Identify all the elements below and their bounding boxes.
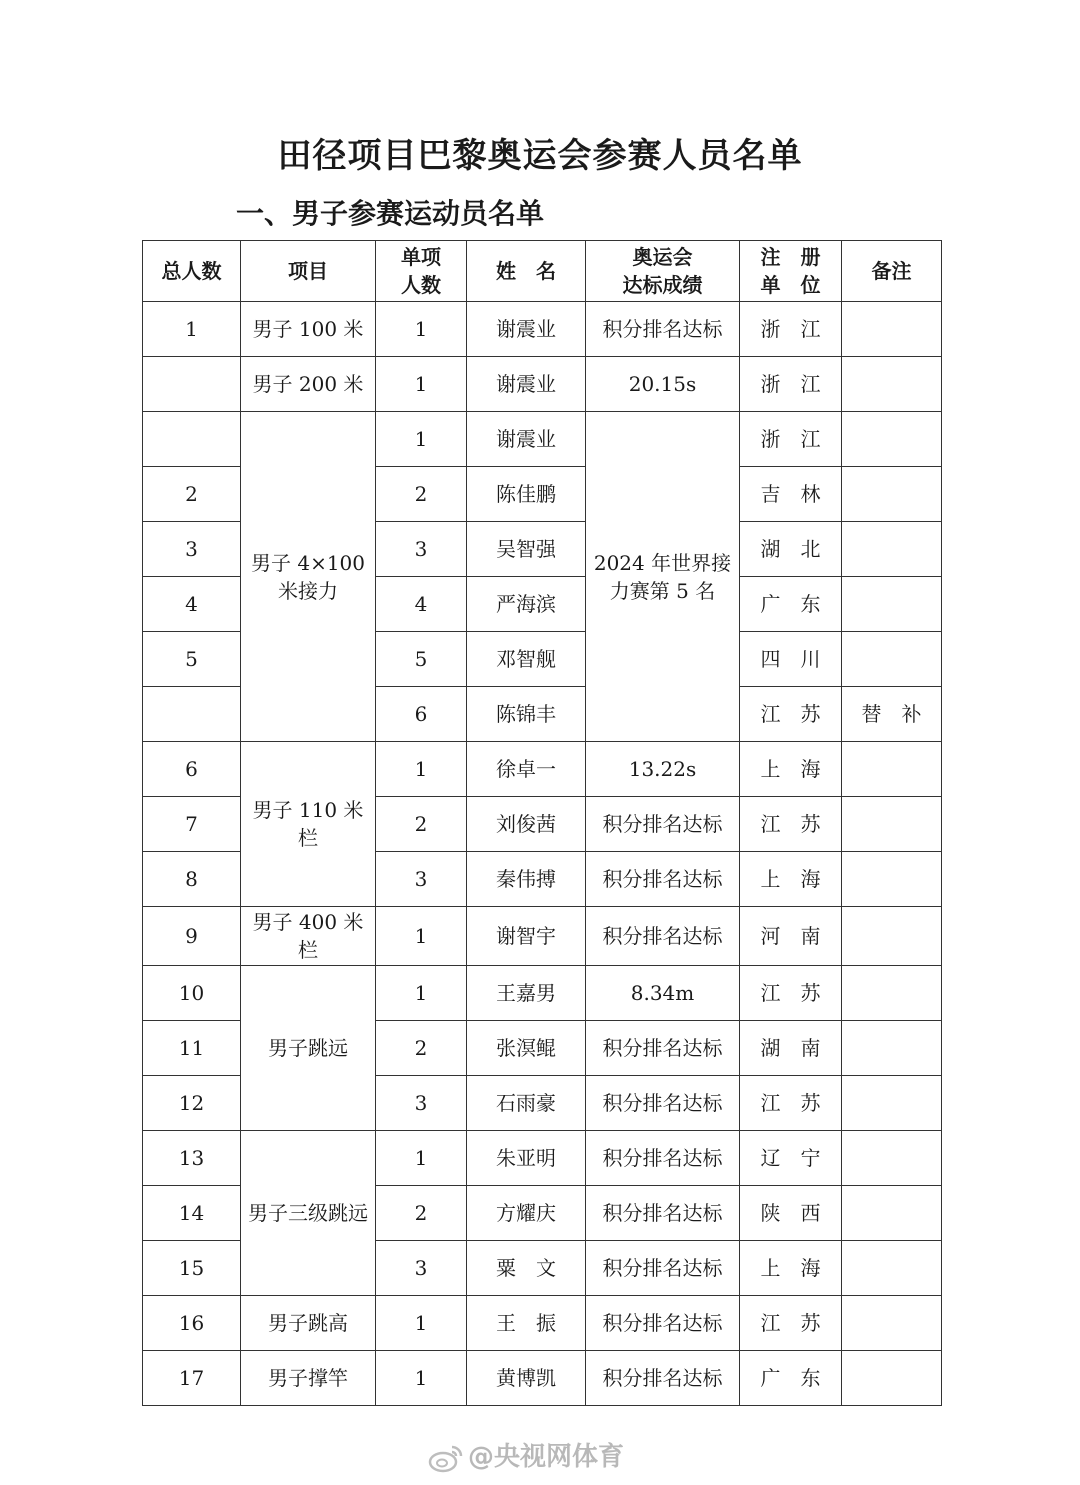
- cell-count: 3: [376, 852, 467, 907]
- cell-unit: 广 东: [740, 577, 842, 632]
- cell-name: 陈佳鹏: [467, 467, 586, 522]
- table-row: [143, 302, 942, 357]
- cell-unit: 河 南: [740, 907, 842, 966]
- cell-total: 3: [143, 522, 241, 577]
- cell-name: 方耀庆: [467, 1186, 586, 1241]
- cell-total: 11: [143, 1021, 241, 1076]
- cell-count: 1: [376, 357, 467, 412]
- cell-unit: 浙 江: [740, 357, 842, 412]
- cell-qualification: 积分排名达标: [586, 1351, 740, 1406]
- cell-unit: 陕 西: [740, 1186, 842, 1241]
- cell-qualification: 积分排名达标: [586, 852, 740, 907]
- cell-count: 3: [376, 522, 467, 577]
- table-row: [143, 412, 942, 467]
- cell-note: [842, 522, 942, 577]
- cell-note: [842, 577, 942, 632]
- cell-count: 1: [376, 302, 467, 357]
- cell-total: 14: [143, 1186, 241, 1241]
- cell-name: 张溟鲲: [467, 1021, 586, 1076]
- watermark-text: @央视网体育: [468, 1442, 625, 1472]
- cell-name: 王嘉男: [467, 966, 586, 1021]
- cell-unit: 上 海: [740, 742, 842, 797]
- cell-name: 严海滨: [467, 577, 586, 632]
- cell-event: 男子 400 米栏: [241, 907, 376, 966]
- cell-total: [143, 357, 241, 412]
- cell-count: 1: [376, 1351, 467, 1406]
- cell-unit: 江 苏: [740, 1296, 842, 1351]
- cell-name: 吴智强: [467, 522, 586, 577]
- cell-note: [842, 907, 942, 966]
- cell-count: 1: [376, 1131, 467, 1186]
- cell-qualification: 20.15s: [586, 357, 740, 412]
- cell-note: [842, 357, 942, 412]
- cell-total: 16: [143, 1296, 241, 1351]
- watermark: [428, 1436, 624, 1473]
- cell-total: 13: [143, 1131, 241, 1186]
- cell-total: 15: [143, 1241, 241, 1296]
- cell-total: 5: [143, 632, 241, 687]
- cell-total: [143, 687, 241, 742]
- cell-qualification: 8.34m: [586, 966, 740, 1021]
- cell-event: 男子 200 米: [241, 357, 376, 412]
- cell-count: 4: [376, 577, 467, 632]
- cell-qualification: 积分排名达标: [586, 1131, 740, 1186]
- cell-name: 石雨豪: [467, 1076, 586, 1131]
- table-header-row: [143, 241, 942, 302]
- cell-count: 2: [376, 1021, 467, 1076]
- section-heading: 一、男子参赛运动员名单: [236, 197, 545, 230]
- cell-count: 5: [376, 632, 467, 687]
- cell-name: 刘俊茜: [467, 797, 586, 852]
- cell-event: 男子跳高: [241, 1296, 376, 1351]
- cell-name: 陈锦丰: [467, 687, 586, 742]
- cell-count: 3: [376, 1241, 467, 1296]
- cell-count: 2: [376, 1186, 467, 1241]
- cell-qualification: 积分排名达标: [586, 1186, 740, 1241]
- cell-name: 谢震业: [467, 412, 586, 467]
- cell-note: [842, 852, 942, 907]
- cell-unit: 江 苏: [740, 797, 842, 852]
- table-row: [143, 357, 942, 412]
- cell-note: [842, 742, 942, 797]
- cell-note: [842, 1186, 942, 1241]
- table-row: [143, 742, 942, 797]
- table-row: [143, 966, 942, 1021]
- cell-count: 1: [376, 907, 467, 966]
- table-row: [143, 1351, 942, 1406]
- cell-name: 徐卓一: [467, 742, 586, 797]
- cell-total: 2: [143, 467, 241, 522]
- cell-note: [842, 302, 942, 357]
- cell-note: [842, 1351, 942, 1406]
- cell-unit: 上 海: [740, 852, 842, 907]
- cell-count: 1: [376, 1296, 467, 1351]
- cell-total: 1: [143, 302, 241, 357]
- cell-name: 秦伟搏: [467, 852, 586, 907]
- cell-count: 1: [376, 966, 467, 1021]
- cell-count: 6: [376, 687, 467, 742]
- cell-count: 1: [376, 742, 467, 797]
- cell-note: [842, 966, 942, 1021]
- cell-name: 王 振: [467, 1296, 586, 1351]
- cell-unit: 江 苏: [740, 966, 842, 1021]
- cell-count: 1: [376, 412, 467, 467]
- cell-total: 8: [143, 852, 241, 907]
- cell-unit: 四 川: [740, 632, 842, 687]
- cell-note: [842, 797, 942, 852]
- cell-unit: 湖 北: [740, 522, 842, 577]
- cell-total: [143, 412, 241, 467]
- cell-total: 6: [143, 742, 241, 797]
- cell-total: 17: [143, 1351, 241, 1406]
- header-total: 总人数: [143, 241, 241, 302]
- cell-note: [842, 1076, 942, 1131]
- cell-qualification: 积分排名达标: [586, 1076, 740, 1131]
- cell-unit: 湖 南: [740, 1021, 842, 1076]
- header-unit: 注 册 单 位: [740, 241, 842, 302]
- header-event: 项目: [241, 241, 376, 302]
- cell-name: 邓智舰: [467, 632, 586, 687]
- cell-name: 谢震业: [467, 357, 586, 412]
- cell-qualification: 2024 年世界接力赛第 5 名: [586, 412, 740, 742]
- cell-total: 9: [143, 907, 241, 966]
- cell-note: [842, 632, 942, 687]
- cell-note: [842, 1131, 942, 1186]
- page-title: 田径项目巴黎奥运会参赛人员名单: [277, 136, 803, 176]
- cell-name: 黄博凯: [467, 1351, 586, 1406]
- header-name: 姓 名: [467, 241, 586, 302]
- cell-total: 7: [143, 797, 241, 852]
- cell-unit: 上 海: [740, 1241, 842, 1296]
- cell-note: [842, 467, 942, 522]
- cell-event: 男子三级跳远: [241, 1131, 376, 1296]
- cell-note: [842, 1241, 942, 1296]
- cell-name: 朱亚明: [467, 1131, 586, 1186]
- cell-qualification: 积分排名达标: [586, 1241, 740, 1296]
- cell-unit: 江 苏: [740, 687, 842, 742]
- cell-qualification: 积分排名达标: [586, 1021, 740, 1076]
- cell-name: 粟 文: [467, 1241, 586, 1296]
- cell-note: [842, 412, 942, 467]
- header-qualification: 奥运会 达标成绩: [586, 241, 740, 302]
- cell-unit: 浙 江: [740, 302, 842, 357]
- cell-note: 替 补: [842, 687, 942, 742]
- cell-event: 男子 100 米: [241, 302, 376, 357]
- cell-note: [842, 1296, 942, 1351]
- cell-event: 男子撑竿: [241, 1351, 376, 1406]
- cell-qualification: 积分排名达标: [586, 1296, 740, 1351]
- weibo-logo-icon: [428, 1443, 464, 1473]
- table-row: [143, 1296, 942, 1351]
- cell-unit: 广 东: [740, 1351, 842, 1406]
- cell-total: 10: [143, 966, 241, 1021]
- cell-count: 2: [376, 797, 467, 852]
- cell-total: 12: [143, 1076, 241, 1131]
- cell-qualification: 积分排名达标: [586, 907, 740, 966]
- cell-count: 3: [376, 1076, 467, 1131]
- cell-count: 2: [376, 467, 467, 522]
- cell-unit: 吉 林: [740, 467, 842, 522]
- cell-unit: 辽 宁: [740, 1131, 842, 1186]
- cell-qualification: 积分排名达标: [586, 302, 740, 357]
- cell-qualification: 积分排名达标: [586, 797, 740, 852]
- header-count: 单项 人数: [376, 241, 467, 302]
- cell-name: 谢智宇: [467, 907, 586, 966]
- cell-name: 谢震业: [467, 302, 586, 357]
- header-note: 备注: [842, 241, 942, 302]
- cell-qualification: 13.22s: [586, 742, 740, 797]
- table-row: [143, 907, 942, 966]
- cell-event: 男子跳远: [241, 966, 376, 1131]
- table-row: [143, 1131, 942, 1186]
- cell-unit: 江 苏: [740, 1076, 842, 1131]
- cell-event: 男子 4×100 米接力: [241, 412, 376, 742]
- cell-total: 4: [143, 577, 241, 632]
- cell-note: [842, 1021, 942, 1076]
- cell-event: 男子 110 米栏: [241, 742, 376, 907]
- athlete-roster-table: [142, 240, 942, 1406]
- cell-unit: 浙 江: [740, 412, 842, 467]
